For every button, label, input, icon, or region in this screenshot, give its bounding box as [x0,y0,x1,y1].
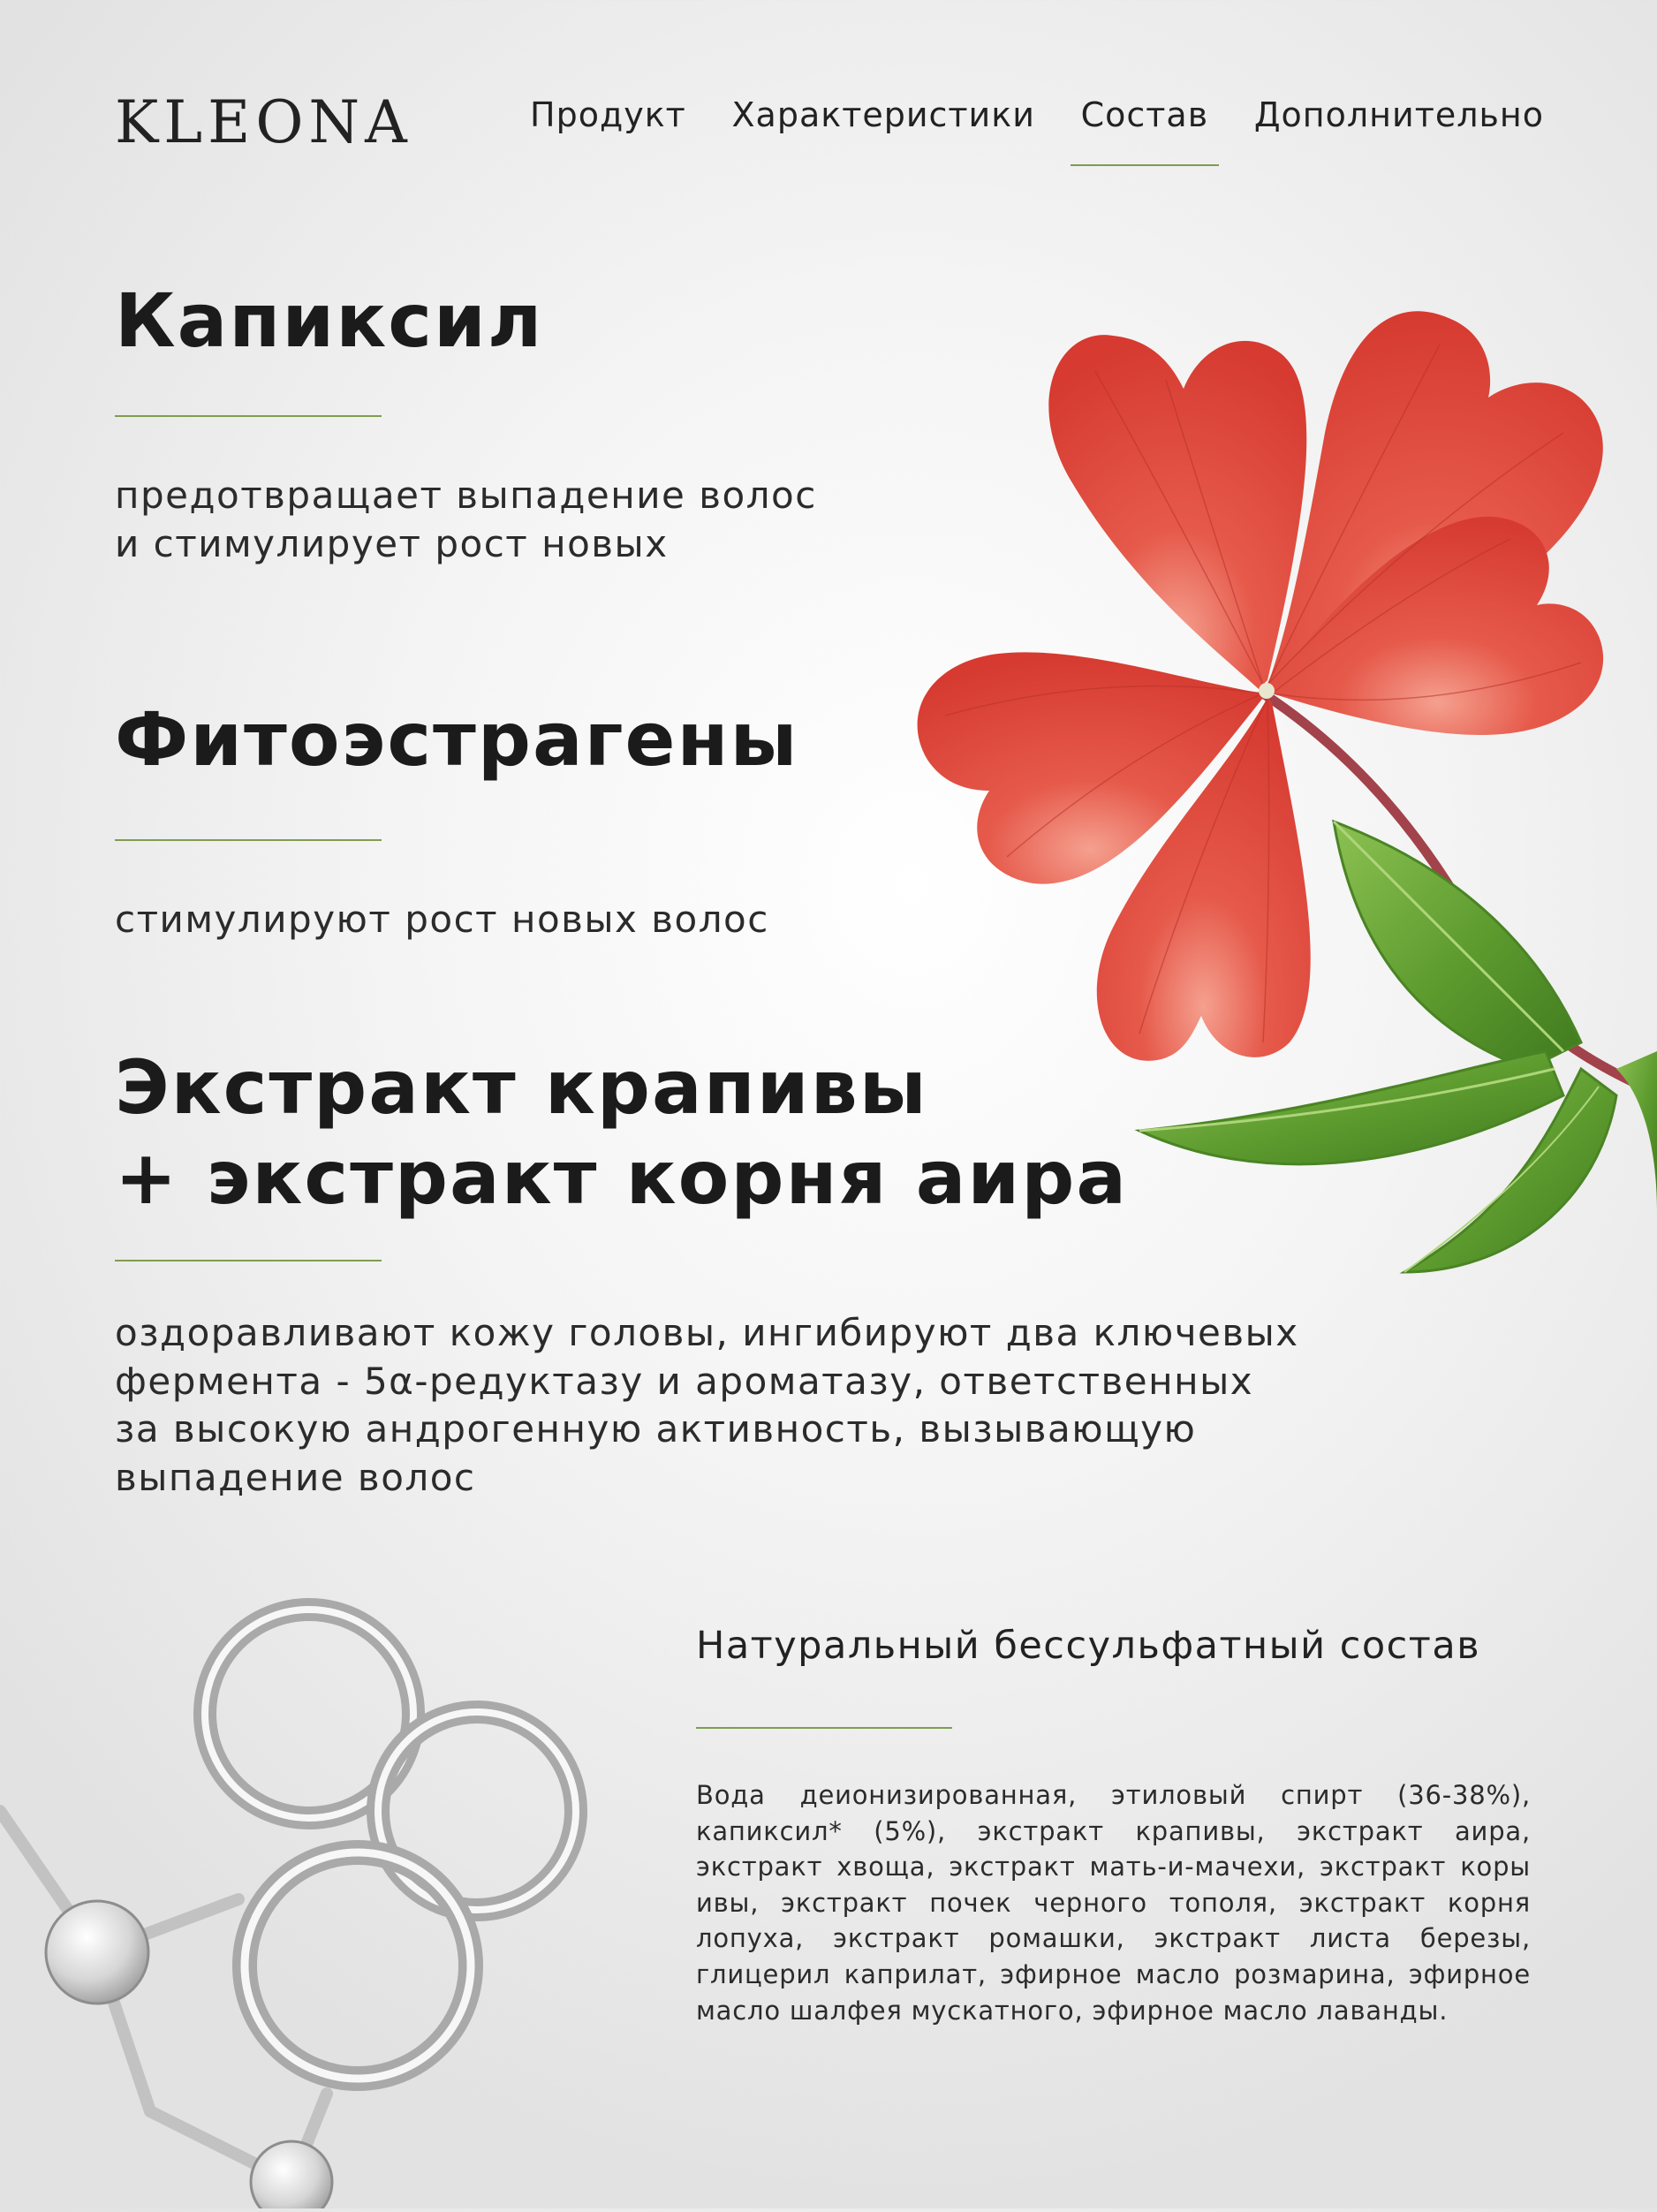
title-line: + экстракт корня аира [115,1134,1129,1222]
molecule-image [0,1564,671,2208]
nettle-leaf [1616,1051,1657,1210]
description-line: фермента - 5α-редуктазу и ароматазу, ответственных [115,1359,1254,1403]
nav-item-additional[interactable]: Дополнительно [1253,95,1544,134]
description-line: оздоравливают кожу головы, ингибируют два ключевых [115,1311,1299,1354]
brand-logo: KLEONA [115,88,412,156]
nettle-leaf [1139,1051,1563,1164]
section-divider [115,1260,382,1261]
composition-text: Вода деионизированная, этиловый спирт (36-38%), капиксил* (5%), экстракт крапивы, экстракт аира, экстракт хвоща, экстракт мать-и-мачехи, экстракт коры ивы, экстракт почек черного тополя, экстракт корня лопуха, экстракт ромашки, экстракт листа березы, глицерил каприлат, эфирное масло розмарина, эфирное масло шалфея мускатного, эфирное масло лаванды. [696,1780,1531,2026]
section-description-capixyl [115,472,817,568]
nav-item-product[interactable]: Продукт [530,95,686,134]
section-title-phytoestrogens: Фитоэстрагены [115,696,799,783]
description-line: предотвращает выпадение волос [115,473,817,517]
main-nav [530,95,1544,157]
section-description-nettle-calamus [115,1309,1299,1502]
nav-item-characteristics[interactable]: Характеристики [731,95,1035,134]
section-title-capixyl: Капиксил [115,277,544,364]
title-line: Экстракт крапивы [115,1044,928,1131]
description-line: и стимулирует рост новых [115,521,669,565]
nettle-leaf [1334,822,1581,1069]
section-description-phytoestrogens [115,896,769,944]
composition-title: Натуральный бессульфатный состав [696,1624,1481,1668]
description-line: за высокую андрогенную активность, вызывающую [115,1407,1197,1451]
description-line: стимулируют рост новых волос [115,898,769,941]
nav-item-composition[interactable]: Состав [1081,95,1209,157]
section-divider [115,839,382,841]
geranium-flower-illustration [910,292,1657,1299]
petal [1048,335,1306,689]
flower-image [910,292,1657,1299]
description-line: выпадение волос [115,1455,476,1499]
glass-molecule-illustration [0,1564,671,2208]
section-divider [115,415,382,417]
composition-divider [696,1727,952,1729]
